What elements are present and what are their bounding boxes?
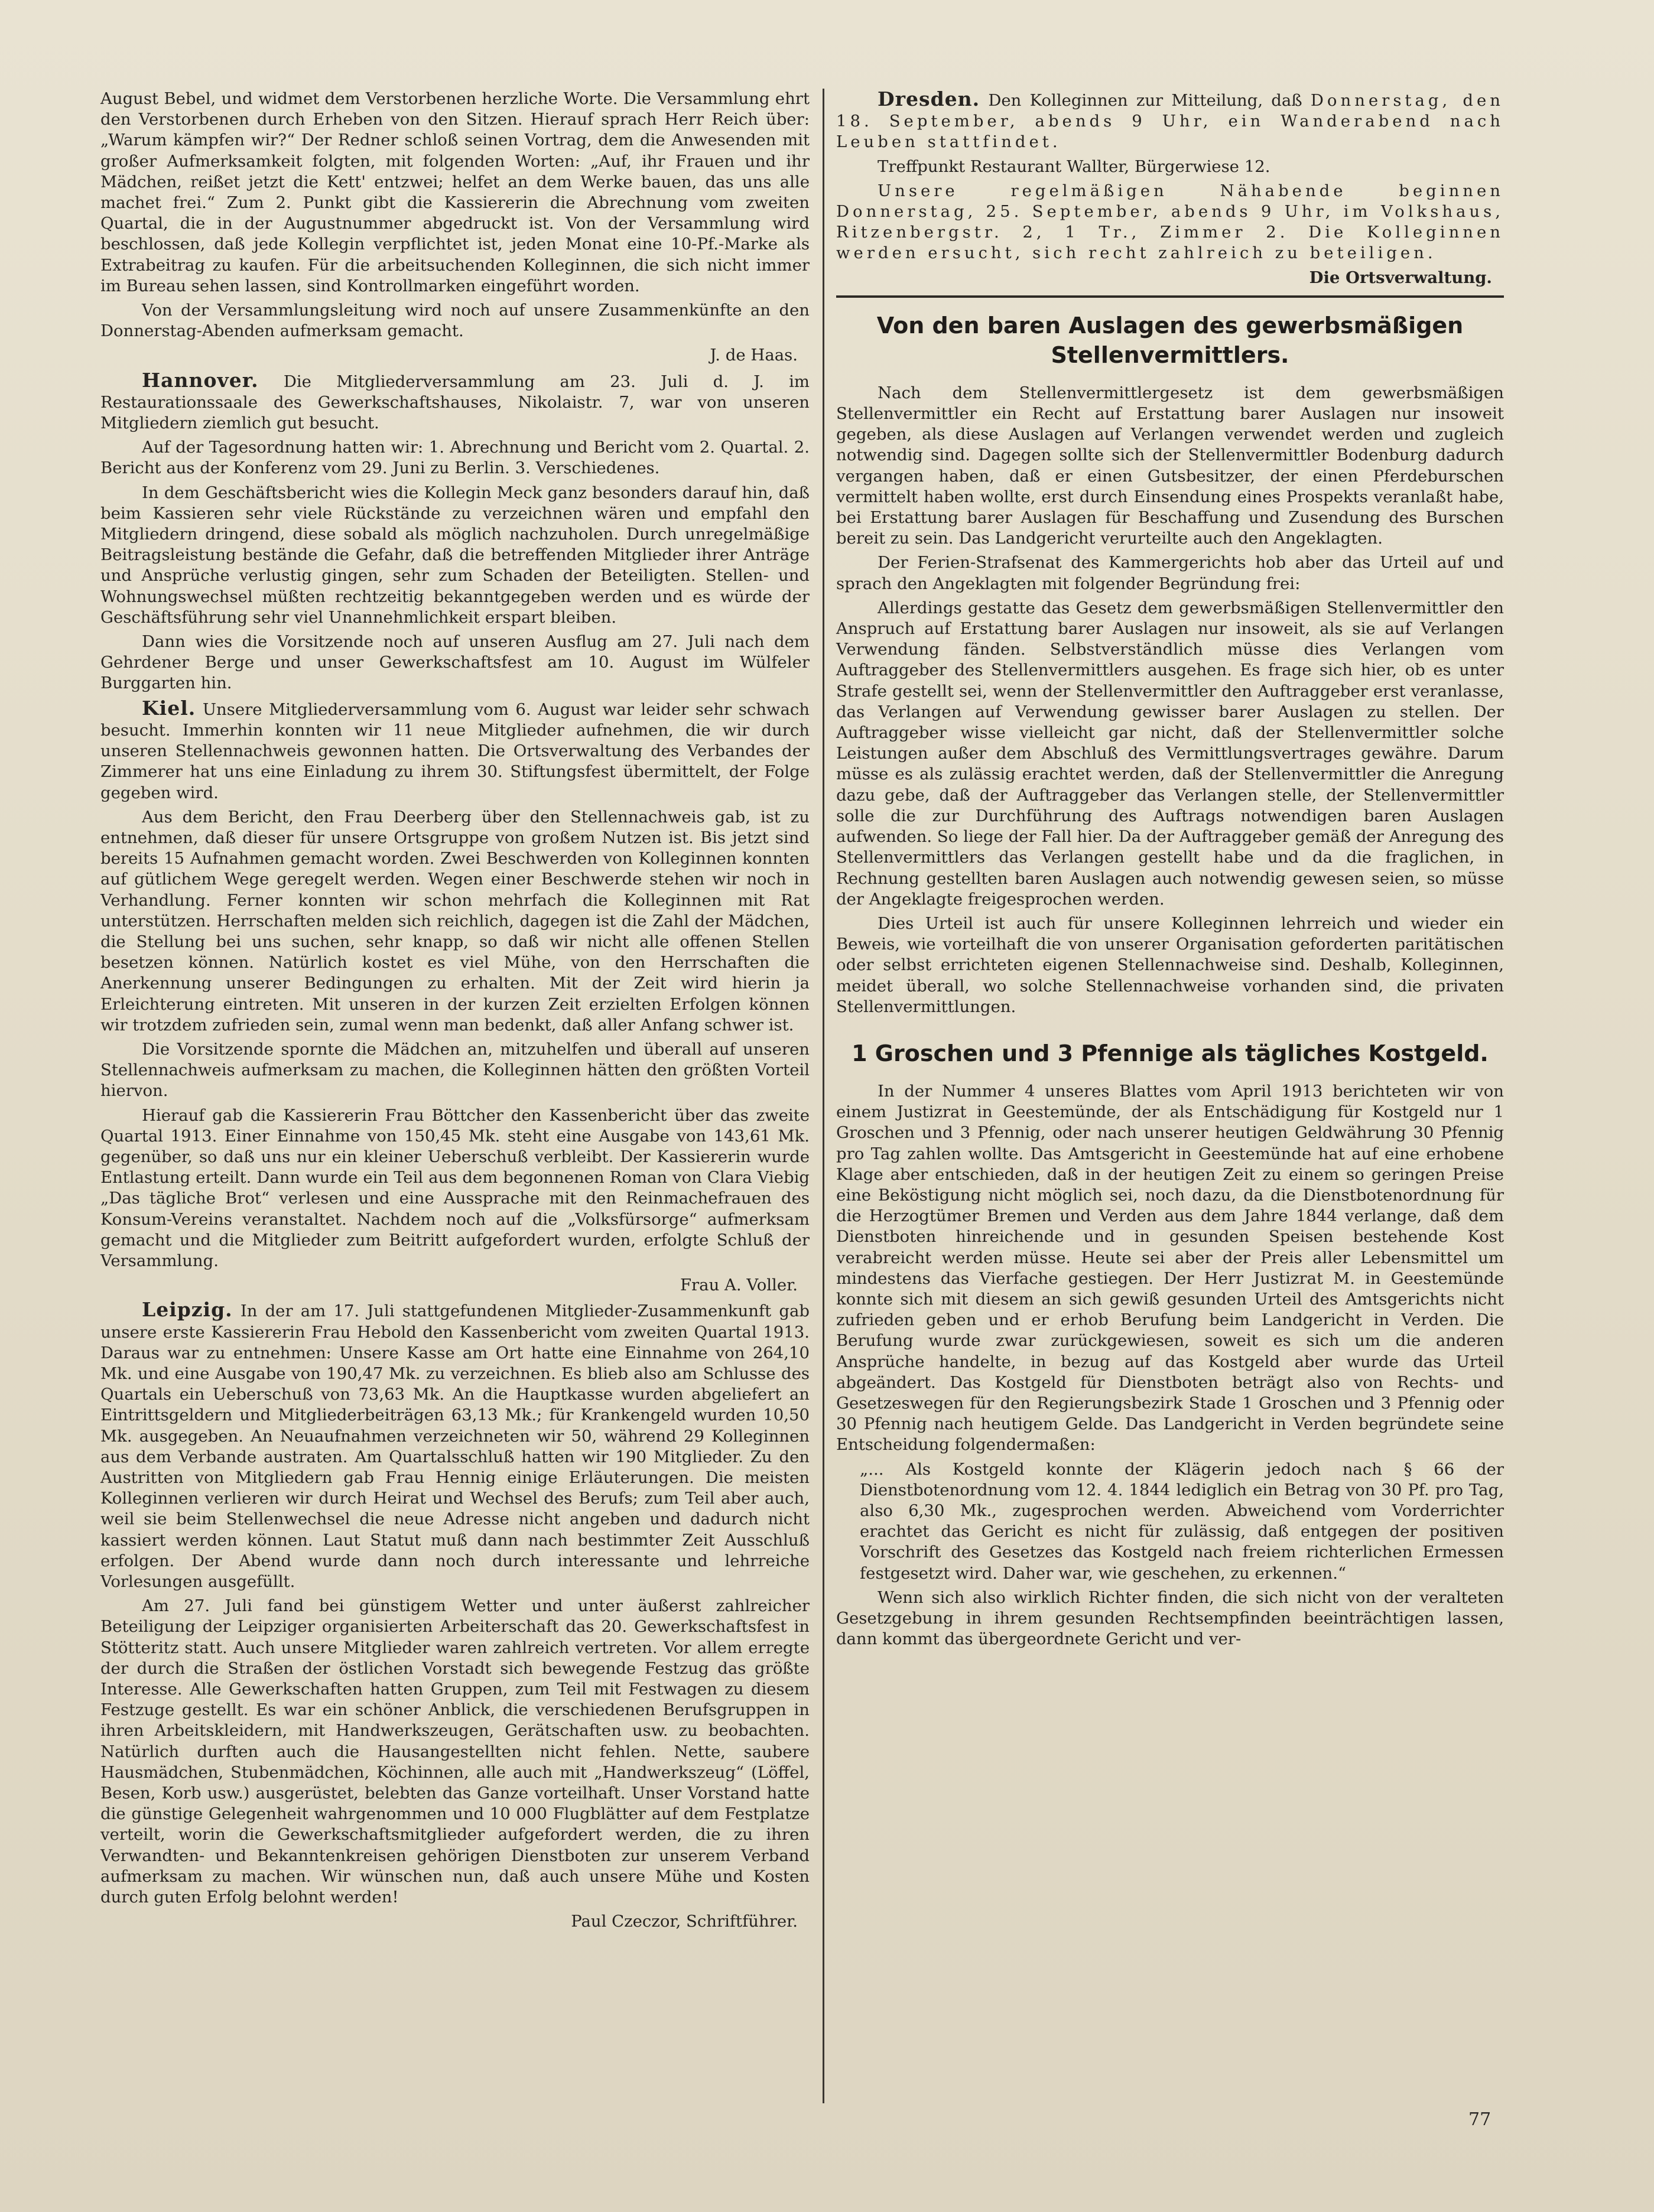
report-paragraph: Treffpunkt Restaurant Wallter, Bürgerwiese 12. (878, 157, 1270, 176)
report-lead: Unsere Mitgliederversammlung vom 6. August war leider sehr schwach besucht. Immerhin konnten wir 11 neue Mitglieder aufnehmen, die wir durch unseren Stellennachweis gewonnen hatten. Die Ortsverwaltung des Verbandes der Zimmerer hat uns eine Einladung zu ihrem 30. Stiftungsfest übermittelt, der Folge gegeben wird. (100, 700, 810, 802)
report-dresden (836, 89, 1504, 153)
article-paragraph: Wenn sich also wirklich Richter finden, die sich nicht von der veralteten Gesetzgebung in ihrem gesunden Rechtsempfinden beeinträchtigen lassen, dann kommt das übergeordnete Gericht und ver- (836, 1588, 1504, 1649)
section-divider (836, 295, 1504, 298)
report-paragraph: In dem Geschäftsbericht wies die Kollegin Meck ganz besonders darauf hin, daß beim Kassieren sehr viele Rückstände zu verzeichnen wären und empfahl den Mitgliedern dringend, diese sobald als möglich nachzuholen. Durch unregelmäßige Beitragsleistung bestände die Gefahr, daß die betreffenden Mitglieder ihrer Anträge und Ansprüche verlustig gingen, sehr zum Schaden der Beteiligten. Stellen- und Wohnungswechsel müßten rechtzeitig bekanntgegeben werden und es würde der Geschäftsführung sehr viel Unannehmlichkeit erspart bleiben. (100, 483, 810, 627)
report-paragraph: Aus dem Bericht, den Frau Deerberg über den Stellennachweis gab, ist zu entnehmen, daß dieser für unsere Ortsgruppe von großem Nutzen ist. Bis jetzt sind bereits 15 Aufnahmen gemacht worden. Zwei Beschwerden von Kolleginnen konnten auf gütlichem Wege geregelt werden. Wegen einer Beschwerde stehen wir noch in Verhandlung. Ferner konnten wir schon mehrfach die Kolleginnen mit Rat unterstützen. Herrschaften melden sich reichlich, dagegen ist die Zahl der Mädchen, die Stellung bei uns suchen, sehr knapp, so daß wir nicht alle offenen Stellen besetzen können. Natürlich kostet es viel Mühe, von den Herrschaften die Anerkennung unserer Bedingungen zu erhalten. Mit der Zeit wird hierin ja Erleichterung eintreten. Mit unseren in der kurzen Zeit erzielten Erfolgen können wir trotzdem zufrieden sein, zumal wenn man bedenkt, daß aller Anfang schwer ist. (100, 807, 810, 1035)
leipzig-signature: Paul Czeczor, Schriftführer. (571, 1912, 798, 1931)
intro-signature: J. de Haas. (710, 346, 798, 365)
report-lead: Den Kolleginnen zur Mitteilung, daß (988, 91, 1302, 110)
right-column (836, 89, 1504, 1653)
dresden-signature: Die Ortsverwaltung. (1309, 268, 1492, 287)
report-lead: Die Mitgliederversammlung am 23. Juli d. J. im Restaurationssaale des Gewerkschaftshauses, Nikolaistr. 7, war von unseren Mitgliedern ziemlich gut besucht. (100, 372, 810, 433)
kiel-signature: Frau A. Voller. (680, 1276, 798, 1295)
report-paragraph: Hierauf gab die Kassiererin Frau Böttcher den Kassenbericht über das zweite Quartal 1913. Einer Einnahme von 150,45 Mk. steht eine Ausgabe von 143,61 Mk. gegenüber, so daß uns nur ein kleiner Ueberschuß verbleibt. Der Kassiererin wurde Entlastung erteilt. Dann wurde ein Teil aus dem begonnenen Roman von Clara Viebig „Das tägliche Brot“ verlesen und eine Aussprache mit den Reinmachefrauen des Konsum-Vereins veranstaltet. Nachdem noch auf die „Volksfürsorge“ aufmerksam gemacht und die Mitglieder zum Beitritt aufgefordert wurden, erfolgte Schluß der Versammlung. (100, 1105, 810, 1270)
report-paragraph: Dann wies die Vorsitzende noch auf unseren Ausflug am 27. Juli nach dem Gehrdener Berge und unser Gewerkschaftsfest am 10. August im Wülfeler Burggarten hin. (100, 632, 810, 693)
court-quote: „... Als Kostgeld konnte der Klägerin jedoch nach § 66 der Dienstbotenordnung vom 12. 4. 1844 lediglich ein Betrag von 30 Pf. pro Tag, also 6,30 Mk., zugesprochen werden. Abweichend vom Vorderrichter erachtet das Gericht es nicht für zulässig, daß entgegen der positiven Vorschrift des Gesetzes das Kostgeld nach freiem richterlichen Ermessen festgesetzt wird. Daher war, wie geschehen, zu erkennen.“ (860, 1459, 1504, 1583)
report-lead-spaced: Donnerstag, den 18. September, abends 9 Uhr, ein Wanderabend nach Leuben stattfindet. (836, 91, 1504, 152)
report-paragraph: Die Vorsitzende spornte die Mädchen an, mitzuhelfen und überall auf unseren Stellennachweis aufmerksam zu machen, die Kolleginnen hätten den größten Vorteil hiervon. (100, 1039, 810, 1101)
city-heading-hannover: Hannover. (142, 368, 259, 392)
report-leipzig (100, 1299, 810, 1592)
article-title: 1 Groschen und 3 Pfennige als tägliches Kostgeld. (852, 1040, 1489, 1066)
column-divider (823, 89, 824, 2103)
city-heading-dresden: Dresden. (878, 87, 980, 110)
article-paragraph: Allerdings gestatte das Gesetz dem gewerbsmäßigen Stellenvermittler den Anspruch auf Erstattung barer Auslagen nur insoweit, als sie auf Verlangen Verwendung fänden. Selbstverständlich müsse dies Verlangen vom Auftraggeber des Stellenvermittlers ausgehen. Es frage sich hier, ob es unter Strafe gestellt sei, wenn der Stellenvermittler den Auftraggeber erst veranlasse, das Verlangen auf Verwendung gewisser barer Auslagen zu stellen. Der Auftraggeber wisse vielleicht gar nicht, daß der Stellenvermittler solche Leistungen außer dem Abschluß des Vermittlungsvertrages gewähre. Darum müsse es als zulässig erachtet werden, daß der Stellenvermittler die Anregung dazu gebe, daß der Auftraggeber das Verlangen stelle, der Stellenvermittler solle die zur Durchführung des Auftrags notwendigen baren Auslagen aufwenden. So liege der Fall hier. Da der Auftraggeber gemäß der Anregung des Stellenvermittlers das Verlangen gestellt habe und da die fraglichen, in Rechnung gestellten baren Auslagen auch notwendig gewesen seien, so müsse der Angeklagte freigesprochen werden. (836, 598, 1504, 909)
article-title: Von den baren Auslagen des gewerbsmäßigen Stellenvermittlers. (876, 312, 1464, 368)
left-column (100, 89, 810, 1936)
article-paragraph: Der Ferien-Strafsenat des Kammergerichts hob aber das Urteil auf und sprach den Angeklagten mit folgender Begründung frei: (836, 553, 1504, 593)
page-number: 77 (1468, 2109, 1491, 2130)
city-heading-leipzig: Leipzig. (142, 1298, 233, 1322)
report-lead: In der am 17. Juli stattgefundenen Mitglieder-Zusammenkunft gab unsere erste Kassiererin Frau Hebold den Kassenbericht vom zweiten Quartal 1913. Daraus war zu entnehmen: Unsere Kasse am Ort hatte eine Einnahme von 264,10 Mk. und eine Ausgabe von 190,47 Mk. zu verzeichnen. Es blieb also am Schlusse des Quartals ein Ueberschuß von 73,63 Mk. An die Hauptkasse wurden abgeliefert an Eintrittsgeldern und Mitgliederbeiträgen 63,13 Mk.; für Krankengeld wurden 10,50 Mk. ausgegeben. An Neuaufnahmen verzeichneten wir 50, während 29 Kolleginnen aus dem Verbande austraten. Am Quartalsschluß hatten wir 190 Mitglieder. Zu den Austritten von Mitgliedern gab Frau Hennig einige Erläuterungen. Die meisten Kolleginnen verlieren wir durch Heirat und Wechsel des Berufs; zum Teil aber auch, weil sie beim Stellenwechsel die neue Adresse nicht angeben und dadurch nicht kassiert werden können. Laut Statut muß dann nach bestimmter Zeit Ausschluß erfolgen. Der Abend wurde dann noch durch interessante und lehrreiche Vorlesungen ausgefüllt. (100, 1302, 810, 1592)
city-heading-kiel: Kiel. (142, 696, 196, 720)
article-paragraph: In der Nummer 4 unseres Blattes vom April 1913 berichteten wir von einem Justizrat in Geestemünde, der als Entschädigung für Kostgeld nur 1 Groschen und 3 Pfennig, oder nach unserer heutigen Geldwährung 30 Pfennig pro Tag zahlen wollte. Das Amtsgericht in Geestemünde hat auf eine erhobene Klage aber entschieden, daß in der heutigen Zeit zu einem so geringen Preise eine Beköstigung nicht möglich sei, noch dazu, da die Dienstbotenordnung für die Herzogtümer Bremen und Verden aus dem Jahre 1844 verlange, daß dem Dienstboten hinreichende und in gesunden Speisen bestehende Kost verabreicht werden müsse. Heute sei aber der Preis aller Lebensmittel um mindestens das Vierfache gestiegen. Der Herr Justizrat M. in Geestemünde konnte sich mit diesem an sich gewiß gesunden Urteil des Amtsgerichts nicht zufrieden geben und er erhob Berufung beim Landgericht in Verden. Die Berufung wurde zwar zurückgewiesen, soweit es sich um die anderen Ansprüche handelte, in bezug auf das Kostgeld aber wurde das Urteil abgeändert. Das Kostgeld für Dienstboten beträgt also von Rechts- und Gesetzeswegen für den Regierungsbezirk Stade 1 Groschen und 3 Pfennig oder 30 Pfennig nach heutigem Gelde. Das Landgericht in Verden begründete seine Entscheidung folgendermaßen: (836, 1081, 1504, 1455)
intro-paragraph: Von der Versammlungsleitung wird noch auf unsere Zusammenkünfte an den Donnerstag-Abenden aufmerksam gemacht. (100, 301, 810, 341)
report-paragraph: Auf der Tagesordnung hatten wir: 1. Abrechnung und Bericht vom 2. Quartal. 2. Bericht aus der Konferenz vom 29. Juni zu Berlin. 3. Verschiedenes. (100, 438, 810, 478)
report-kiel (100, 698, 810, 804)
article-paragraph: Dies Urteil ist auch für unsere Kolleginnen lehrreich und wieder ein Beweis, wie vorteilhaft die von unserer Organisation geforderten paritätischen oder selbst errichteten eigenen Stellennachweise sind. Deshalb, Kolleginnen, meidet überall, wo solche Stellennachweise vorhanden sind, die privaten Stellenvermittlungen. (836, 913, 1504, 1016)
intro-paragraph: August Bebel, und widmet dem Verstorbenen herzliche Worte. Die Versammlung ehrt den Verstorbenen durch Erheben von den Sitzen. Hierauf sprach Herr Reich über: „Warum kämpfen wir?“ Der Redner schloß seinen Vortrag, dem die Anwesenden mit großer Aufmerksamkeit folgten, mit folgenden Worten: „Auf, ihr Frauen und ihr Mädchen, reißet jetzt die Kett' entzwei; helfet an dem Werke bauen, das uns alle machet frei.“ Zum 2. Punkt gibt die Kassiererin die Abrechnung vom zweiten Quartal, die in der Augustnummer abgedruckt ist. Von der Versammlung wird beschlossen, daß jede Kollegin verpflichtet ist, jeden Monat eine 10-Pf.-Marke als Extrabeitrag zu kaufen. Für die arbeitsuchenden Kolleginnen, die sich nicht immer im Bureau sehen lassen, sind Kontrollmarken eingeführt worden. (100, 89, 810, 295)
report-paragraph: Am 27. Juli fand bei günstigem Wetter und unter äußerst zahlreicher Beteiligung der Leipziger organisierten Arbeiterschaft das 20. Gewerkschaftsfest in Stötteritz statt. Auch unsere Mitglieder waren zahlreich vertreten. Vor allem erregte der durch die Straßen der östlichen Vorstadt sich bewegende Festzug das größte Interesse. Alle Gewerkschaften hatten Gruppen, zum Teil mit Festwagen zu diesem Festzuge gestellt. Es war ein schöner Anblick, die verschiedenen Berufsgruppen in ihren Arbeitskleidern, mit Handwerkszeugen, Gerätschaften usw. zu beobachten. Natürlich durften auch die Hausangestellten nicht fehlen. Nette, saubere Hausmädchen, Stubenmädchen, Köchinnen, alle auch mit „Handwerkszeug“ (Löffel, Besen, Korb usw.) ausgerüstet, belebten das Ganze vorteilhaft. Unser Vorstand hatte die günstige Gelegenheit wahrgenommen und 10 000 Flugblätter auf dem Festplatze verteilt, worin die Gewerkschaftsmitglieder aufgefordert werden, die zu ihren Verwandten- und Bekanntenkreisen gehörigen Dienstboten zur unserem Verband aufmerksam zu machen. Wir wünschen nun, daß auch unsere Mühe und Kosten durch guten Erfolg belohnt werden! (100, 1596, 810, 1907)
report-paragraph: Unsere regelmäßigen Nähabende beginnen Donnerstag, 25. September, abends 9 Uhr, im Volkshaus, Ritzenbergstr. 2, 1 Tr., Zimmer 2. Die Kolleginnen werden ersucht, sich recht zahlreich zu beteiligen. (836, 181, 1504, 263)
report-hannover (100, 370, 810, 434)
article-paragraph: Nach dem Stellenvermittlergesetz ist dem gewerbsmäßigen Stellenvermittler ein Recht auf Erstattung barer Auslagen nur insoweit gegeben, als diese Auslagen auf Verlangen verwendet werden und zugleich notwendig sind. Dagegen sollte sich der Stellenvermittler Bodenburg dadurch vergangen haben, daß er einen Gutsbesitzer, der einen Pferdeburschen vermittelt haben wollte, erst durch Einsendung eines Prospekts veranlaßt habe, bei Erstattung barer Auslagen für Beschaffung und Zusendung des Burschen bereit zu sein. Das Landgericht verurteilte auch den Angeklagten. (836, 383, 1504, 548)
